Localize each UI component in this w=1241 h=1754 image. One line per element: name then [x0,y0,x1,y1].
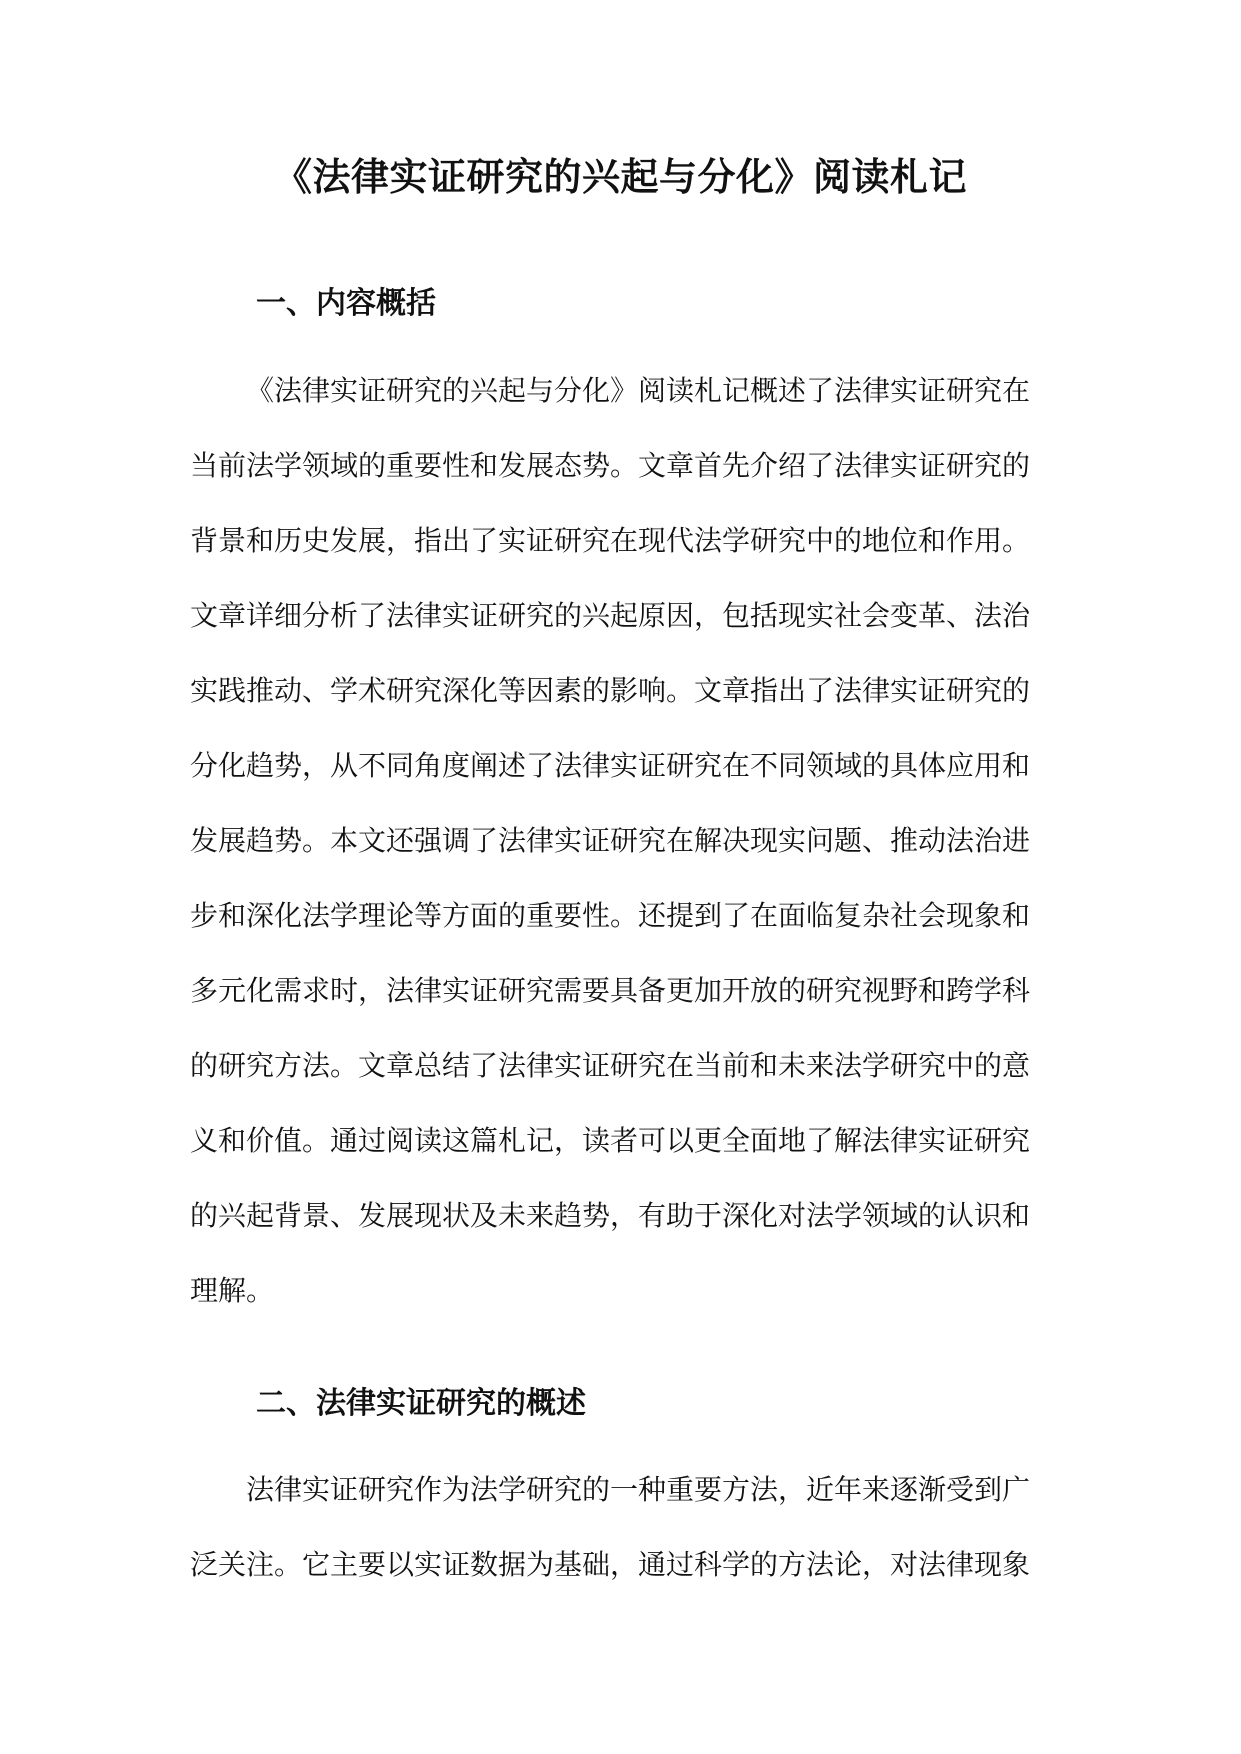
paragraph-line: 发展趋势。本文还强调了法律实证研究在解决现实问题、推动法治进 [190,824,1031,857]
paragraph-line: 分化趋势，从不同角度阐述了法律实证研究在不同领域的具体应用和 [190,749,1031,782]
paragraph-line: 义和价值。通过阅读这篇札记，读者可以更全面地了解法律实证研究 [190,1124,1031,1157]
paragraph-line: 泛关注。它主要以实证数据为基础，通过科学的方法论，对法律现象 [190,1548,1031,1581]
paragraph-line: 理解。 [190,1274,275,1307]
paragraph-line: 的研究方法。文章总结了法律实证研究在当前和未来法学研究中的意 [190,1049,1031,1082]
paragraph-line: 《法律实证研究的兴起与分化》阅读札记概述了法律实证研究在 [246,374,1031,407]
paragraph-overview [190,1452,1050,1602]
paragraph-line: 文章详细分析了法律实证研究的兴起原因，包括现实社会变革、法治 [190,599,1031,632]
paragraph-line: 多元化需求时，法律实证研究需要具备更加开放的研究视野和跨学科 [190,974,1031,1007]
paragraph-line: 法律实证研究作为法学研究的一种重要方法，近年来逐渐受到广 [246,1473,1031,1506]
section-heading-overview: 二、法律实证研究的概述 [256,1386,586,1421]
document-title: 《法律实证研究的兴起与分化》阅读札记 [273,154,967,199]
paragraph-line: 背景和历史发展，指出了实证研究在现代法学研究中的地位和作用。 [190,524,1031,557]
paragraph-content-summary [190,353,1050,1328]
paragraph-line: 当前法学领域的重要性和发展态势。文章首先介绍了法律实证研究的 [190,449,1031,482]
paragraph-line: 实践推动、学术研究深化等因素的影响。文章指出了法律实证研究的 [190,674,1031,707]
paragraph-line: 的兴起背景、发展现状及未来趋势，有助于深化对法学领域的认识和 [190,1199,1031,1232]
paragraph-line: 步和深化法学理论等方面的重要性。还提到了在面临复杂社会现象和 [190,899,1031,932]
section-heading-content-summary: 一、内容概括 [256,286,436,321]
